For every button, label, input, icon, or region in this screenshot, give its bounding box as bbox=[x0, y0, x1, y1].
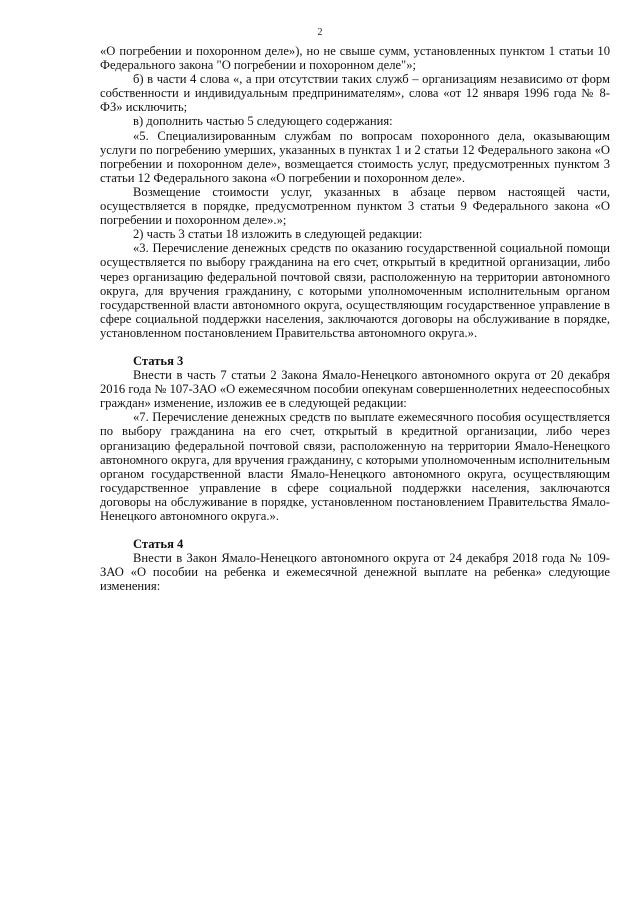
article-heading: Статья 3 bbox=[133, 353, 184, 368]
paragraph: «5. Специализированным службам по вопросам похоронного дела, оказывающим услуги по погребению умерших, указанных в пунктах 1 и 2 статьи 12 Федерального закона «О погребении и похоронном деле», возмещается стоимость услуг, предусмотренных пунктом 3 статьи 12 Федерального закона «О погребении и похоронном деле». bbox=[100, 128, 610, 185]
paragraph: 2) часть 3 статьи 18 изложить в следующей редакции: bbox=[133, 227, 423, 242]
page-number: 2 bbox=[317, 27, 323, 38]
paragraph: б) в части 4 слова «, а при отсутствии таких служб – организациям независимо от форм собственности и индивидуальным предпринимателям», слова «от 12 января 1996 года № 8-ФЗ» исключить; bbox=[100, 72, 610, 115]
paragraph: Внести в часть 7 статьи 2 Закона Ямало-Ненецкого автономного округа от 20 декабря 2016 года № 107-ЗАО «О ежемесячном пособии опекунам совершеннолетних недееспособных граждан» изменение, изложив ее в следующей редакции: bbox=[100, 368, 610, 411]
paragraph: в) дополнить частью 5 следующего содержания: bbox=[133, 114, 393, 129]
paragraph: «7. Перечисление денежных средств по выплате ежемесячного пособия осуществляется по выбору гражданина на его счет, открытый в кредитной организации, либо через организацию федеральной почтовой связи, расположенную на территории Ямало-Ненецкого автономного округа, для вручения гражданину, с которыми уполномоченным исполнительным органом государственной власти Ямало-Ненецкого автономного округа, осуществляющим государственное управление в сфере социальной поддержки населения, заключаются договоры на обслуживание в порядке, установленном постановлением Правительства Ямало-Ненецкого автономного округа.». bbox=[100, 410, 610, 523]
paragraph: «О погребении и похоронном деле»), но не свыше сумм, установленных пунктом 1 статьи 10 Федерального закона "О погребении и похоронном деле"»; bbox=[100, 44, 610, 73]
paragraph: «3. Перечисление денежных средств по оказанию государственной социальной помощи осуществляется по выбору гражданина на его счет, открытый в кредитной организации, либо через организацию федеральной почтовой связи, расположенную на территории автономного округа, для вручения гражданину, с которыми уполномоченным исполнительным органом государственной власти автономного округа, осуществляющим государственное управление в сфере социальной поддержки населения, заключаются договоры на обслуживание в порядке, установленном постановлением Правительства автономного округа.». bbox=[100, 241, 610, 340]
paragraph: Возмещение стоимости услуг, указанных в абзаце первом настоящей части, осуществляется в порядке, предусмотренном пунктом 3 статьи 9 Федерального закона «О погребении и похоронном деле».»; bbox=[100, 184, 610, 228]
article-heading: Статья 4 bbox=[133, 537, 184, 552]
document-body bbox=[100, 44, 610, 593]
paragraph: Внести в Закон Ямало-Ненецкого автономного округа от 24 декабря 2018 года № 109-ЗАО «О пособии на ребенка и ежемесячной денежной выплате на ребенка» следующие изменения: bbox=[100, 551, 610, 594]
